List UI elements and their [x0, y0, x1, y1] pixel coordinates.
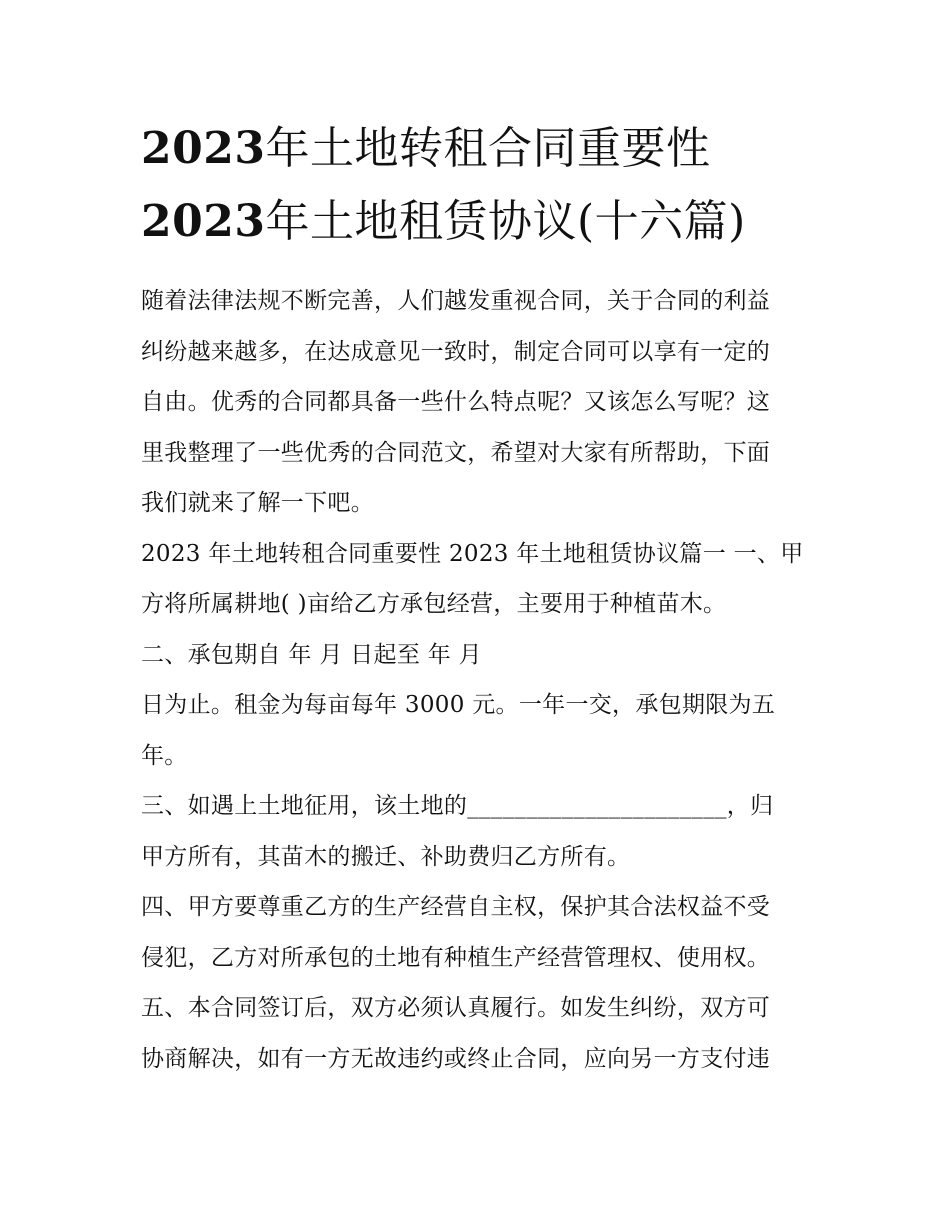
text-line: 甲方所有，其苗木的搬迁、补助费归乙方所有。: [141, 843, 631, 870]
title-text: 年土地转租合同重要性: [265, 123, 711, 174]
clause-one: [141, 529, 813, 630]
text-line: 三、如遇上土地征用，该土地的______________________，归: [141, 793, 774, 819]
clause-three: [141, 781, 813, 882]
clause-two: [141, 630, 813, 782]
text-line: 协商解决，如有一方无故违约或终止合同，应向另一方支付违: [141, 1045, 771, 1072]
text-line: 自由。优秀的合同都具备一些什么特点呢？又该怎么写呢？这: [141, 389, 771, 415]
text-line: 随着法律法规不断完善，人们越发重视合同，关于合同的利益: [141, 288, 771, 314]
text-line: 五、本合同签订后，双方必须认真履行。如发生纠纷，双方可: [141, 995, 771, 1021]
document-title: [141, 112, 813, 258]
intro-paragraph: [141, 276, 813, 529]
title-text: 年土地租赁协议(十六篇): [265, 196, 746, 247]
text-line: 侵犯，乙方对所承包的土地有种植生产经营管理权、使用权。: [141, 944, 771, 971]
title-year: 2023: [141, 123, 266, 174]
text-line: 四、甲方要尊重乙方的生产经营自主权，保护其合法权益不受: [141, 894, 771, 920]
text-line: 年。: [141, 742, 188, 769]
document-body: [141, 276, 813, 1084]
title-year: 2023: [141, 196, 266, 247]
text-line: 我们就来了解一下吧。: [141, 490, 374, 516]
text-line: 里我整理了一些优秀的合同范文，希望对大家有所帮助，下面: [141, 439, 771, 466]
clause-four: [141, 882, 813, 983]
title-line-1: [141, 112, 813, 185]
text-line: 纠纷越来越多，在达成意见一致时，制定合同可以享有一定的: [141, 338, 771, 365]
document-page: [141, 112, 813, 1084]
clause-five: [141, 983, 813, 1084]
text-line: 方将所属耕地( )亩给乙方承包经营，主要用于种植苗木。: [141, 591, 727, 617]
text-line: 日为止。租金为每亩每年 3000 元。一年一交，承包期限为五: [141, 692, 776, 718]
text-line: 2023 年土地转租合同重要性 2023 年土地租赁协议篇一 一、甲: [141, 540, 804, 567]
text-line: 二、承包期自 年 月 日起至 年 月: [141, 641, 482, 668]
title-line-2: [141, 185, 813, 258]
